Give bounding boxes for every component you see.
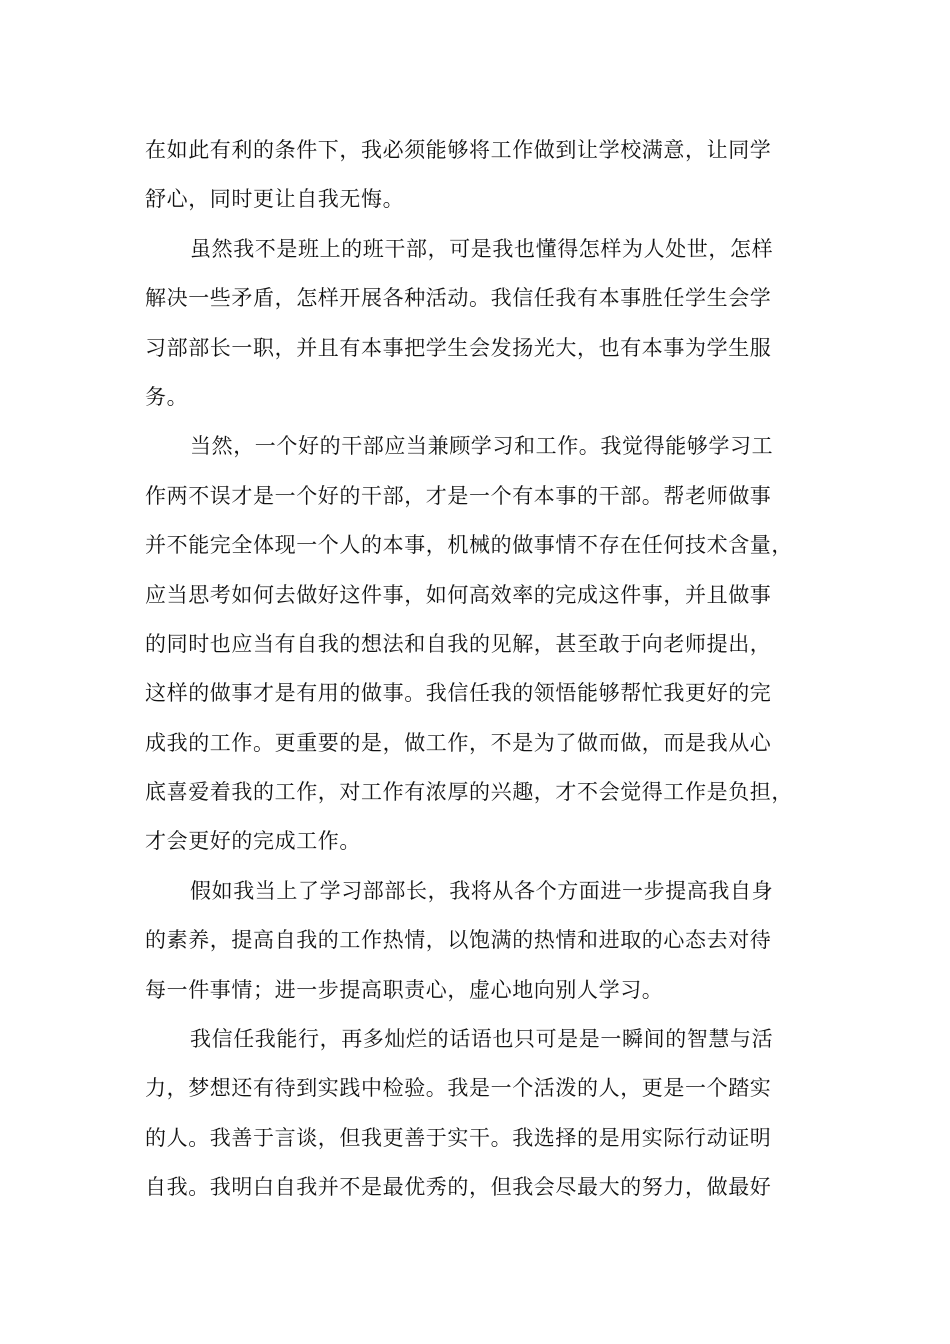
text-line: 应当思考如何去做好这件事，如何高效率的完成这件事，并且做事 (145, 582, 772, 607)
text-line: 才会更好的完成工作。 (145, 829, 361, 854)
text-line: 我信任我能行，再多灿烂的话语也只可是是一瞬间的智慧与活 (190, 1027, 774, 1052)
paragraph-4 (145, 867, 807, 1015)
text-line: 并不能完全体现一个人的本事，机械的做事情不存在任何技术含量， (145, 533, 793, 558)
text-line: 的同时也应当有自我的想法和自我的见解，甚至敢于向老师提出， (145, 631, 772, 656)
paragraph-1 (145, 126, 807, 225)
text-line: 成我的工作。更重要的是，做工作，不是为了做而做，而是我从心 (145, 730, 772, 755)
text-line: 当然，一个好的干部应当兼顾学习和工作。我觉得能够学习工 (190, 434, 774, 459)
text-line: 作两不误才是一个好的干部，才是一个有本事的干部。帮老师做事 (145, 483, 772, 508)
paragraph-5 (145, 1015, 807, 1213)
text-line: 虽然我不是班上的班干部，可是我也懂得怎样为人处世，怎样 (190, 236, 774, 261)
text-line: 自我。我明白自我并不是最优秀的，但我会尽最大的努力，做最好 (145, 1175, 772, 1200)
text-line: 的素养，提高自我的工作热情，以饱满的热情和进取的心态去对待 (145, 928, 772, 953)
text-line: 在如此有利的条件下，我必须能够将工作做到让学校满意，让同学 (145, 138, 772, 162)
text-line: 务。 (145, 384, 189, 409)
paragraph-2 (145, 225, 807, 423)
text-line: 底喜爱着我的工作，对工作有浓厚的兴趣，才不会觉得工作是负担， (145, 780, 793, 805)
text-line: 假如我当上了学习部部长，我将从各个方面进一步提高我自身 (190, 878, 774, 903)
text-line: 的人。我善于言谈，但我更善于实干。我选择的是用实际行动证明 (145, 1125, 772, 1150)
text-line: 力，梦想还有待到实践中检验。我是一个活泼的人，更是一个踏实 (145, 1076, 772, 1101)
text-line: 这样的做事才是有用的做事。我信任我的领悟能够帮忙我更好的完 (145, 681, 772, 706)
document-body (145, 126, 807, 1213)
text-line: 舒心，同时更让自我无悔。 (145, 187, 405, 212)
paragraph-3 (145, 422, 807, 867)
text-line: 解决一些矛盾，怎样开展各种活动。我信任我有本事胜任学生会学 (145, 286, 772, 311)
text-line: 每一件事情；进一步提高职责心，虚心地向别人学习。 (145, 977, 664, 1002)
text-line: 习部部长一职，并且有本事把学生会发扬光大，也有本事为学生服 (145, 335, 772, 360)
